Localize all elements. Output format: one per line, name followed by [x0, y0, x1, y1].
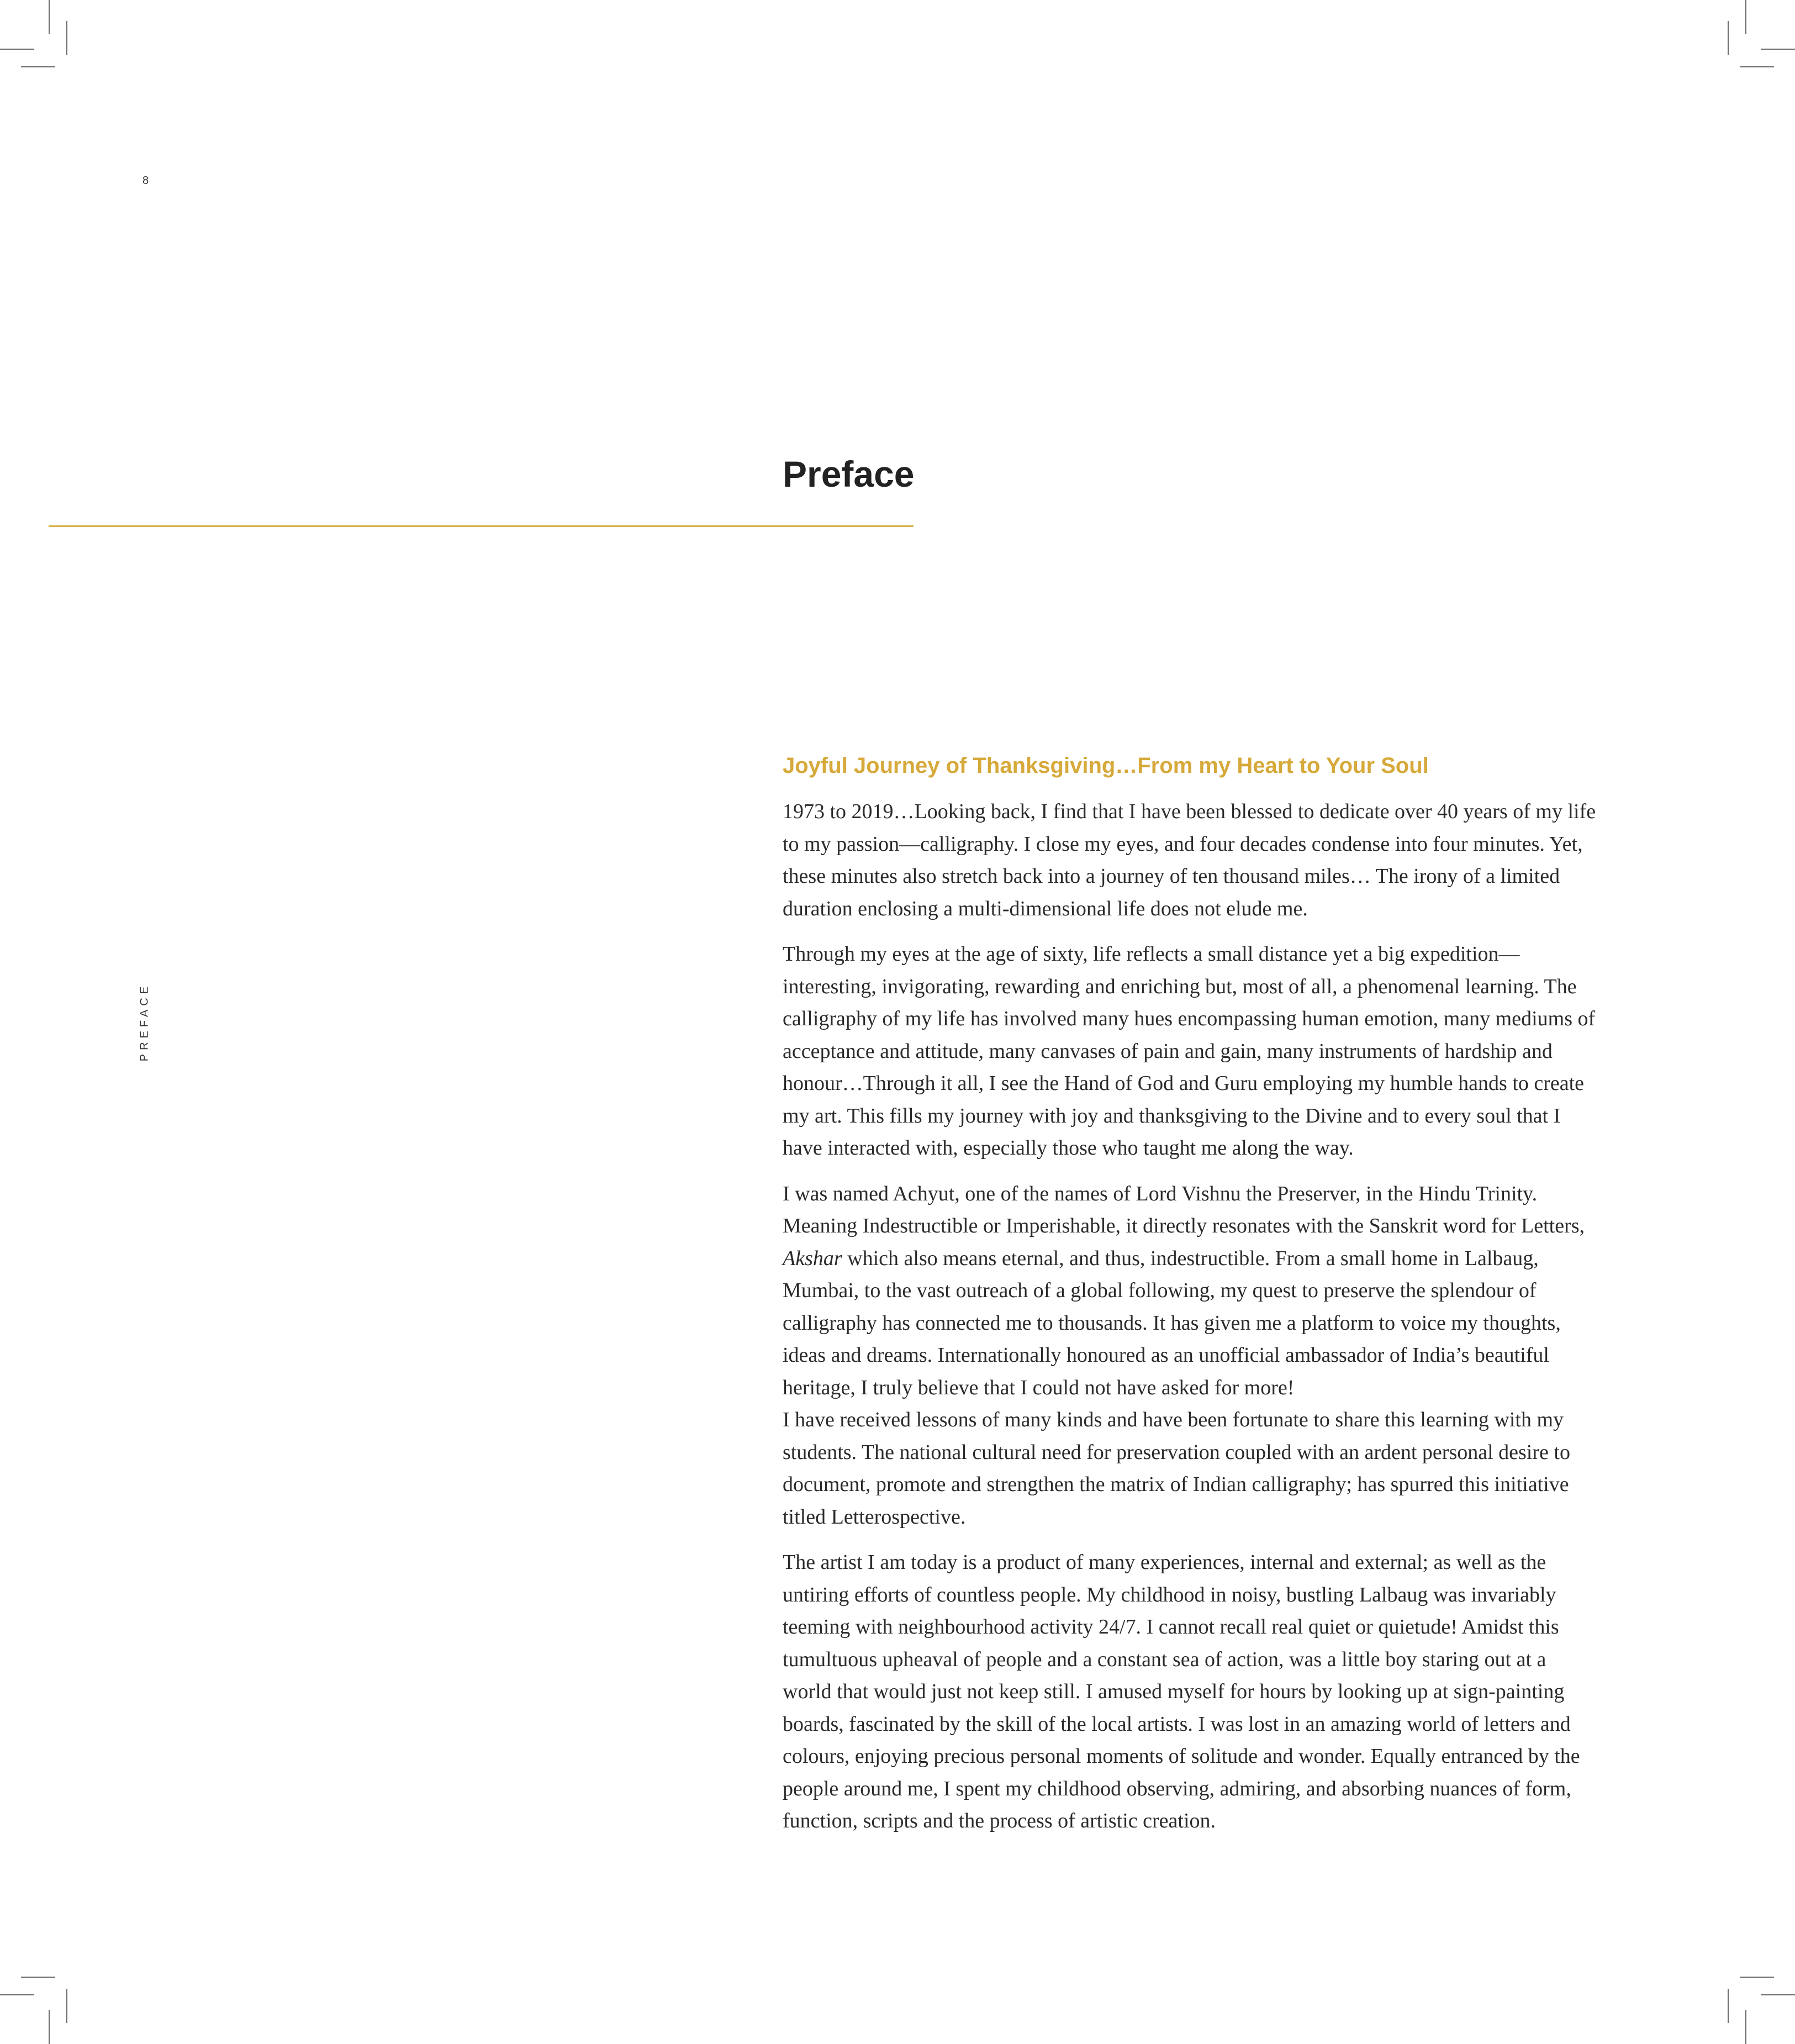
- crop-mark: [1761, 1994, 1795, 1995]
- section-subtitle: Joyful Journey of Thanksgiving…From my Heart to Your Soul: [783, 754, 1429, 778]
- crop-mark: [1728, 21, 1729, 55]
- crop-mark: [49, 0, 50, 34]
- crop-mark: [66, 1989, 67, 2023]
- paragraph-text: I have received lessons of many kinds and have been fortunate to share this learning with my students. The national cultural need for preservation coupled with an ardent personal desire to document, promote and strengthen the matrix of Indian calligraphy; has spurred this initiative titled Letterospective.: [783, 1408, 1570, 1529]
- crop-mark: [21, 66, 55, 67]
- paragraph-text: I was named Achyut, one of the names of Lord Vishnu the Preserver, in the Hindu Trinity. Meaning Indestructible or Imperishable, it directly resonates with the Sanskrit word for Letters,: [783, 1182, 1585, 1237]
- paragraph: [783, 796, 1600, 925]
- paragraph-text: which also means eternal, and thus, indestructible. From a small home in Lalbaug, Mumbai, to the vast outreach of a global following, my quest to preserve the splendour of calligraphy has connected me to thousands. It has given me a platform to voice my thoughts, ideas and dreams. Internationally honoured as an unofficial ambassador of India’s beautiful heritage, I truly believe that I could not have asked for more!: [783, 1246, 1561, 1399]
- crop-mark: [0, 1994, 34, 1995]
- crop-mark: [1745, 0, 1746, 34]
- crop-mark: [66, 21, 67, 55]
- italic-term: Akshar: [783, 1246, 842, 1270]
- paragraph-text: 1973 to 2019…Looking back, I find that I have been blessed to dedicate over 40 years of my life to my passion—calligraphy. I close my eyes, and four decades condense into four minutes. Yet, these minutes also stretch back into a journey of ten thousand miles… The irony of a limited duration enclosing a multi-dimensional life does not elude me.: [783, 800, 1596, 920]
- crop-mark: [1761, 49, 1795, 50]
- crop-mark: [1728, 1989, 1729, 2023]
- body-content: [783, 752, 1600, 1851]
- paragraph: [783, 1404, 1600, 1533]
- running-head: PREFACE: [138, 982, 151, 1062]
- crop-mark: [1740, 1977, 1774, 1978]
- title-rule: [49, 525, 914, 527]
- crop-mark: [49, 2010, 50, 2044]
- page-title: Preface: [783, 454, 915, 494]
- paragraph: [783, 1178, 1600, 1404]
- crop-mark: [1740, 66, 1774, 67]
- page-number: 8: [142, 175, 149, 187]
- crop-mark: [1745, 2010, 1746, 2044]
- crop-mark: [21, 1977, 55, 1978]
- paragraph-text: The artist I am today is a product of many experiences, internal and external; as well as the untiring efforts of countless people. My childhood in noisy, bustling Lalbaug was invariably teeming with neighbourhood activity 24/7. I cannot recall real quiet or quietude! Amidst this tumultuous upheaval of people and a constant sea of action, was a little boy staring out at a world that would just not keep still. I amused myself for hours by looking up at sign-painting boards, fascinated by the skill of the local artists. I was lost in an amazing world of letters and colours, enjoying precious personal moments of solitude and wonder. Equally entranced by the people around me, I spent my childhood observing, admiring, and absorbing nuances of form, function, scripts and the process of artistic creation.: [783, 1551, 1580, 1832]
- paragraph-text: Through my eyes at the age of sixty, life reflects a small distance yet a big expedition—interesting, invigorating, rewarding and enriching but, most of all, a phenomenal learning. The calligraphy of my life has involved many hues encompassing human emotion, many mediums of acceptance and attitude, many canvases of pain and gain, many instruments of hardship and honour…Through it all, I see the Hand of God and Guru employing my humble hands to create my art. This fills my journey with joy and thanksgiving to the Divine and to every soul that I have interacted with, especially those who taught me along the way.: [783, 942, 1596, 1160]
- paragraph: [783, 938, 1600, 1165]
- crop-mark: [0, 49, 34, 50]
- paragraph: [783, 1546, 1600, 1837]
